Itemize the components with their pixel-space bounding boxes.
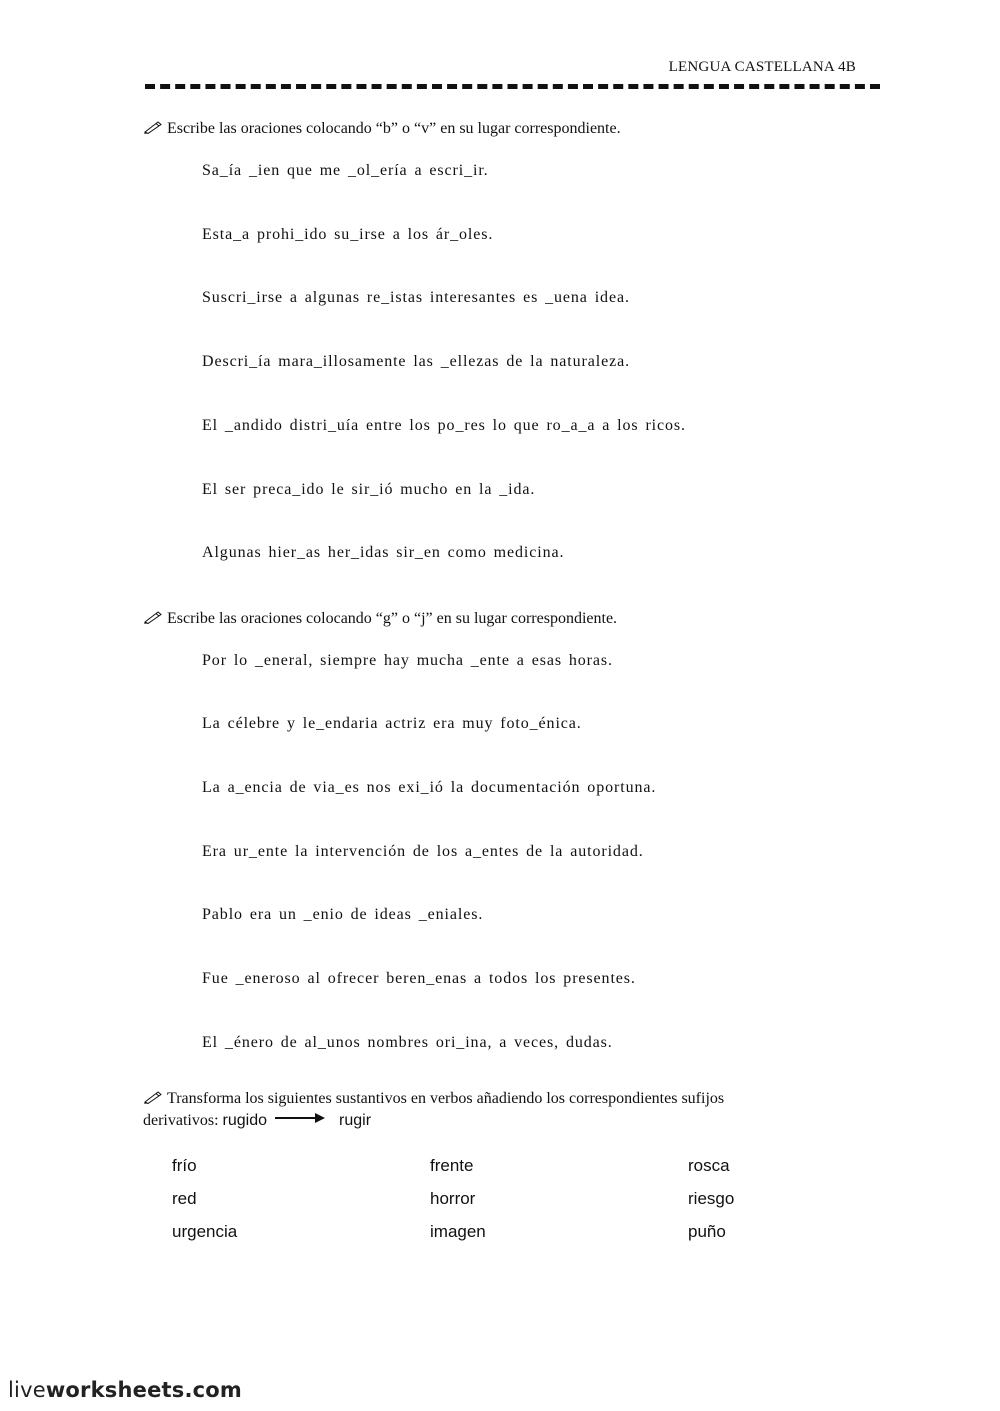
instruction-bv <box>143 118 843 140</box>
pencil-icon <box>143 1090 163 1104</box>
sentence-gj-5: Pablo era un _enio de ideas _eniales. <box>202 906 484 923</box>
word-item: puño <box>688 1222 726 1241</box>
word-item: urgencia <box>172 1222 238 1241</box>
sentence-bv-5: El _andido distri_uía entre los po_res lo que ro_a_a a los ricos. <box>202 417 686 434</box>
dashed-divider <box>145 84 880 89</box>
word-item: frío <box>172 1156 197 1175</box>
sentence-gj-7: El _énero de al_unos nombres ori_ina, a veces, dudas. <box>202 1034 613 1051</box>
sentence-gj-2: La célebre y le_endaria actriz era muy foto_énica. <box>202 715 582 732</box>
example-noun: rugido <box>222 1112 268 1129</box>
liveworksheets-logo[interactable] <box>8 1378 242 1402</box>
word-item: rosca <box>688 1156 730 1175</box>
instruction-suffix-line2: derivativos: <box>143 1112 219 1129</box>
sentence-gj-6: Fue _eneroso al ofrecer beren_enas a todos los presentes. <box>202 970 636 987</box>
sentence-gj-3: La a_encia de via_es nos exi_ió la documentación oportuna. <box>202 779 657 796</box>
sentence-bv-3: Suscri_irse a algunas re_istas interesantes es _uena idea. <box>202 289 630 306</box>
sentence-bv-7: Algunas hier_as her_idas sir_en como medicina. <box>202 544 565 561</box>
pencil-icon <box>143 120 163 134</box>
instruction-gj-text: Escribe las oraciones colocando “g” o “j” en su lugar correspondiente. <box>167 610 618 627</box>
word-item: riesgo <box>688 1189 735 1208</box>
instruction-gj <box>143 608 843 630</box>
sentence-gj-1: Por lo _eneral, siempre hay mucha _ente a esas horas. <box>202 652 613 669</box>
sentence-bv-6: El ser preca_ido le sir_ió mucho en la _ida. <box>202 481 536 498</box>
sentence-gj-4: Era ur_ente la intervención de los a_entes de la autoridad. <box>202 843 644 860</box>
instruction-suffix <box>143 1088 863 1132</box>
instruction-suffix-line1: Transforma los siguientes sustantivos en verbos añadiendo los correspondientes sufijos <box>167 1090 725 1107</box>
page-header-title: LENGUA CASTELLANA 4B <box>668 59 856 75</box>
instruction-bv-text: Escribe las oraciones colocando “b” o “v” en su lugar correspondiente. <box>167 120 621 137</box>
brand-bold-text: worksheets.com <box>45 1378 242 1402</box>
sentence-bv-1: Sa_ía _ien que me _ol_ería a escri_ir. <box>202 162 489 179</box>
sentence-bv-2: Esta_a prohi_ido su_irse a los ár_oles. <box>202 226 494 243</box>
word-item: horror <box>430 1189 476 1208</box>
word-item: frente <box>430 1156 474 1175</box>
pencil-icon <box>143 610 163 624</box>
arrow-right-icon <box>275 1112 325 1124</box>
example-verb: rugir <box>339 1112 372 1129</box>
word-item: red <box>172 1189 197 1208</box>
sentence-bv-4: Descri_ía mara_illosamente las _ellezas de la naturaleza. <box>202 353 631 370</box>
brand-light-text: live <box>8 1378 46 1402</box>
word-item: imagen <box>430 1222 486 1241</box>
